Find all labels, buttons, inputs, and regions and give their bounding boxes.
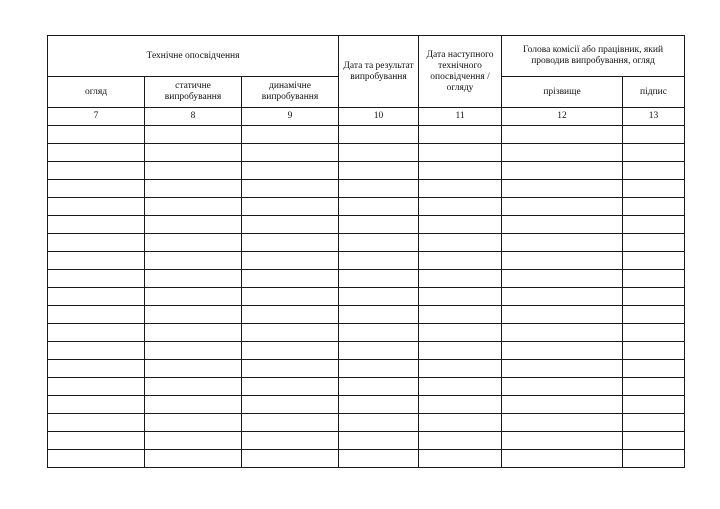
table-cell[interactable]: [502, 306, 623, 324]
table-cell[interactable]: [502, 360, 623, 378]
table-cell[interactable]: [242, 234, 339, 252]
table-cell[interactable]: [623, 378, 685, 396]
table-row: [48, 414, 685, 432]
table-cell[interactable]: [145, 162, 242, 180]
table-cell[interactable]: [502, 450, 623, 468]
table-cell[interactable]: [502, 378, 623, 396]
table-cell[interactable]: [339, 306, 419, 324]
table-cell[interactable]: [623, 306, 685, 324]
table-cell[interactable]: [339, 288, 419, 306]
table-cell[interactable]: [419, 450, 502, 468]
table-body: [48, 126, 685, 468]
table-cell[interactable]: [502, 342, 623, 360]
table-cell[interactable]: [502, 324, 623, 342]
table-cell[interactable]: [339, 342, 419, 360]
table-cell[interactable]: [48, 396, 145, 414]
table-cell[interactable]: [242, 198, 339, 216]
table-cell[interactable]: [339, 252, 419, 270]
table-cell[interactable]: [623, 216, 685, 234]
table-cell[interactable]: [242, 252, 339, 270]
table-row: [48, 252, 685, 270]
table-row: [48, 198, 685, 216]
table-cell[interactable]: [502, 288, 623, 306]
table-cell[interactable]: [242, 414, 339, 432]
table-cell[interactable]: [48, 198, 145, 216]
table-cell[interactable]: [242, 162, 339, 180]
table-cell[interactable]: [145, 342, 242, 360]
table-cell[interactable]: [419, 126, 502, 144]
table-cell[interactable]: [145, 306, 242, 324]
table-cell[interactable]: [145, 360, 242, 378]
table-cell[interactable]: [242, 180, 339, 198]
table-cell[interactable]: [623, 396, 685, 414]
table-cell[interactable]: [502, 198, 623, 216]
table-cell[interactable]: [145, 288, 242, 306]
table-cell[interactable]: [339, 198, 419, 216]
table-cell[interactable]: [623, 342, 685, 360]
table-cell[interactable]: [419, 360, 502, 378]
table-cell[interactable]: [623, 198, 685, 216]
table-cell[interactable]: [339, 126, 419, 144]
table-cell[interactable]: [623, 288, 685, 306]
table-cell[interactable]: [339, 432, 419, 450]
table-cell[interactable]: [623, 324, 685, 342]
table-row: [48, 180, 685, 198]
table-row: [48, 306, 685, 324]
table-cell[interactable]: [145, 126, 242, 144]
table-cell[interactable]: [48, 450, 145, 468]
table-cell[interactable]: [502, 162, 623, 180]
table-cell[interactable]: [339, 144, 419, 162]
table-cell[interactable]: [339, 414, 419, 432]
table-cell[interactable]: [242, 126, 339, 144]
table-cell[interactable]: [145, 396, 242, 414]
table-cell[interactable]: [242, 288, 339, 306]
table-cell[interactable]: [48, 342, 145, 360]
commission-head-header: Голова комісії або працівник, який проводив випробування, огляд: [502, 36, 685, 77]
table-cell[interactable]: [242, 270, 339, 288]
column-number: 11: [419, 108, 502, 126]
table-cell[interactable]: [48, 144, 145, 162]
column-number: 13: [623, 108, 685, 126]
table-cell[interactable]: [145, 270, 242, 288]
table-cell[interactable]: [623, 180, 685, 198]
table-cell[interactable]: [419, 396, 502, 414]
table-cell[interactable]: [419, 324, 502, 342]
table-cell[interactable]: [419, 180, 502, 198]
surname-subheader: прізвище: [502, 77, 623, 108]
table-cell[interactable]: [339, 162, 419, 180]
table-cell[interactable]: [242, 306, 339, 324]
table-cell[interactable]: [339, 270, 419, 288]
table-cell[interactable]: [242, 360, 339, 378]
table-cell[interactable]: [48, 432, 145, 450]
signature-subheader: підпис: [623, 77, 685, 108]
table-cell[interactable]: [339, 450, 419, 468]
table-cell[interactable]: [48, 360, 145, 378]
table-cell[interactable]: [242, 450, 339, 468]
column-number: 8: [145, 108, 242, 126]
table-cell[interactable]: [145, 378, 242, 396]
table-cell[interactable]: [419, 144, 502, 162]
table-cell[interactable]: [623, 126, 685, 144]
table-cell[interactable]: [242, 324, 339, 342]
table-cell[interactable]: [623, 414, 685, 432]
table-cell[interactable]: [419, 252, 502, 270]
table-cell[interactable]: [502, 216, 623, 234]
table-cell[interactable]: [419, 198, 502, 216]
table-cell[interactable]: [48, 306, 145, 324]
table-cell[interactable]: [419, 234, 502, 252]
table-cell[interactable]: [419, 216, 502, 234]
table-cell[interactable]: [145, 180, 242, 198]
table-row: [48, 270, 685, 288]
table-row: [48, 360, 685, 378]
table-cell[interactable]: [623, 450, 685, 468]
table-cell[interactable]: [242, 396, 339, 414]
table-cell[interactable]: [145, 198, 242, 216]
table-cell[interactable]: [145, 252, 242, 270]
table-cell[interactable]: [419, 432, 502, 450]
table-cell[interactable]: [339, 324, 419, 342]
next-date-header: Дата наступного технічного опосвідчення / огляду: [419, 36, 502, 108]
table-cell[interactable]: [419, 342, 502, 360]
table-cell[interactable]: [145, 216, 242, 234]
table-cell[interactable]: [339, 234, 419, 252]
table-cell[interactable]: [623, 432, 685, 450]
table-cell[interactable]: [339, 180, 419, 198]
table-cell[interactable]: [419, 270, 502, 288]
table-cell[interactable]: [145, 144, 242, 162]
table-cell[interactable]: [145, 414, 242, 432]
table-cell[interactable]: [48, 162, 145, 180]
table-cell[interactable]: [145, 234, 242, 252]
table-row: [48, 144, 685, 162]
static-test-subheader: статичне випробування: [145, 77, 242, 108]
table-cell[interactable]: [502, 396, 623, 414]
table-row: [48, 342, 685, 360]
table-cell[interactable]: [242, 144, 339, 162]
table-cell[interactable]: [339, 378, 419, 396]
table-row: [48, 126, 685, 144]
table-row: [48, 396, 685, 414]
table-cell[interactable]: [419, 414, 502, 432]
table-cell[interactable]: [502, 414, 623, 432]
table-cell[interactable]: [48, 288, 145, 306]
table-cell[interactable]: [502, 144, 623, 162]
table-cell[interactable]: [242, 342, 339, 360]
table-cell[interactable]: [48, 216, 145, 234]
table-cell[interactable]: [623, 144, 685, 162]
table-row: [48, 432, 685, 450]
inspection-subheader: огляд: [48, 77, 145, 108]
table-cell[interactable]: [48, 252, 145, 270]
table-cell[interactable]: [502, 234, 623, 252]
table-cell[interactable]: [623, 252, 685, 270]
table-cell[interactable]: [242, 216, 339, 234]
table-row: [48, 324, 685, 342]
table-cell[interactable]: [623, 162, 685, 180]
column-number: 12: [502, 108, 623, 126]
table-cell[interactable]: [48, 414, 145, 432]
column-number: 10: [339, 108, 419, 126]
table-cell[interactable]: [419, 288, 502, 306]
table-cell[interactable]: [242, 378, 339, 396]
table-cell[interactable]: [502, 432, 623, 450]
inspection-log-table: [47, 35, 685, 468]
table-cell[interactable]: [419, 162, 502, 180]
table-cell[interactable]: [502, 126, 623, 144]
table-row: [48, 216, 685, 234]
table-cell[interactable]: [145, 450, 242, 468]
table-cell[interactable]: [48, 234, 145, 252]
table-row: [48, 234, 685, 252]
dynamic-test-subheader: динамічне випробування: [242, 77, 339, 108]
table-cell[interactable]: [623, 234, 685, 252]
table-cell[interactable]: [502, 252, 623, 270]
table-cell[interactable]: [48, 180, 145, 198]
table-cell[interactable]: [502, 180, 623, 198]
table-cell[interactable]: [145, 432, 242, 450]
table-cell[interactable]: [48, 126, 145, 144]
header-row-1: [48, 36, 685, 77]
table-cell[interactable]: [48, 378, 145, 396]
table-cell[interactable]: [242, 432, 339, 450]
column-number-row: [48, 108, 685, 126]
table-cell[interactable]: [419, 306, 502, 324]
table-cell[interactable]: [48, 324, 145, 342]
table-cell[interactable]: [502, 270, 623, 288]
column-number: 9: [242, 108, 339, 126]
table-cell[interactable]: [623, 360, 685, 378]
date-result-header: Дата та результат випробування: [339, 36, 419, 108]
table-cell[interactable]: [419, 378, 502, 396]
column-number: 7: [48, 108, 145, 126]
table-cell[interactable]: [339, 396, 419, 414]
table-row: [48, 450, 685, 468]
table-cell[interactable]: [623, 270, 685, 288]
technical-inspection-header: Технічне опосвідчення: [48, 36, 339, 77]
table-cell[interactable]: [339, 216, 419, 234]
table-row: [48, 378, 685, 396]
table-cell[interactable]: [145, 324, 242, 342]
table-row: [48, 162, 685, 180]
table-cell[interactable]: [48, 270, 145, 288]
table-row: [48, 288, 685, 306]
table-cell[interactable]: [339, 360, 419, 378]
